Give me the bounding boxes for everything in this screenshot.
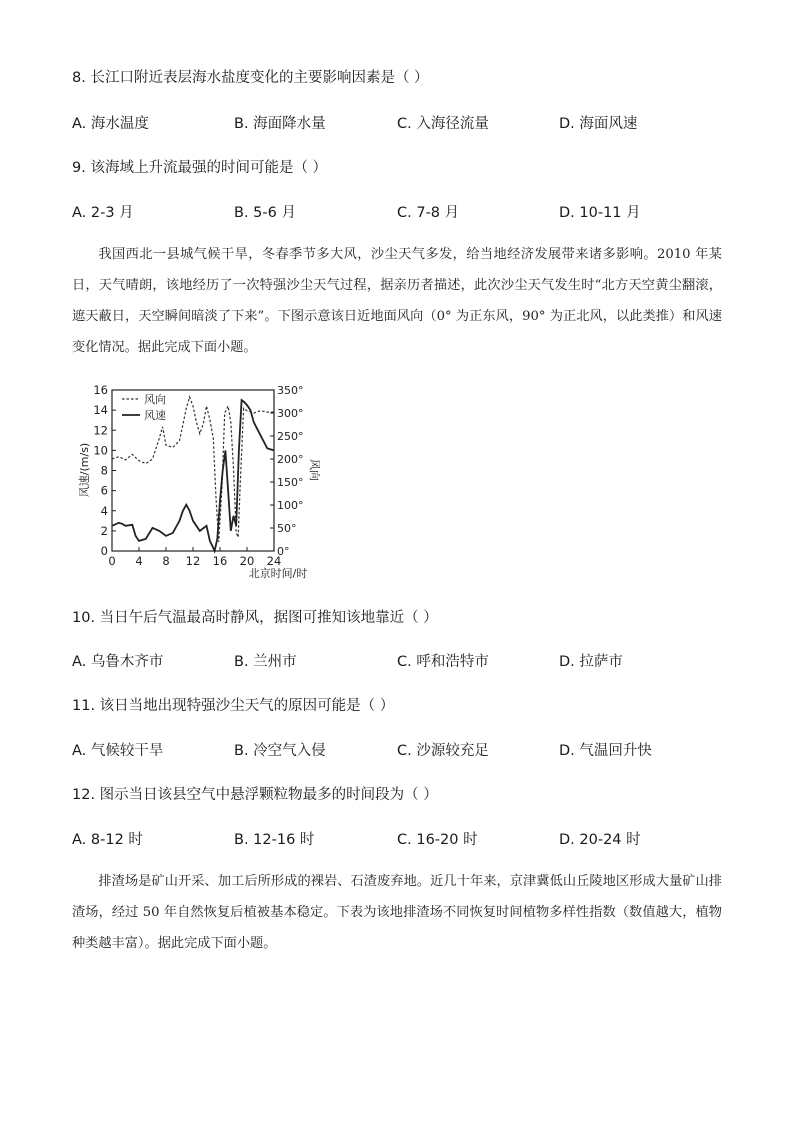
question-9-option-d: D. 10-11 月 [559,205,641,221]
y-right-tick-label: 150° [277,476,304,489]
passage-slag-field [72,866,722,959]
y-left-tick-label: 0 [100,544,108,558]
question-12-option-d: D. 20-24 时 [559,832,641,848]
y-right-tick-label: 100° [277,499,304,512]
question-12-stem: 12. 图示当日该县空气中悬浮颗粒物最多的时间段为（ ） [72,787,438,803]
x-axis-label: 北京时间/时 [248,567,308,580]
question-11-option-c: C. 沙源较充足 [397,743,489,759]
question-11-option-a: A. 气候较干旱 [72,743,164,759]
question-9-option-b: B. 5-6 月 [234,205,296,221]
x-tick-label: 0 [108,554,116,568]
question-10-stem: 10. 当日午后气温最高时静风，据图可推知该地靠近（ ） [72,610,438,626]
passage-sandstorm [72,239,722,363]
y-left-tick-label: 16 [93,383,108,397]
x-tick-label: 16 [212,554,228,568]
legend-label-speed: 风速 [144,409,166,422]
question-11-option-d: D. 气温回升快 [559,743,652,759]
x-tick-label: 12 [185,554,201,568]
passage-slag-field-text: 排渣场是矿山开采、加工后所形成的裸岩、石渣废弃地。近几十年来，京津冀低山丘陵地区形成大量矿山排渣场，经过 50 年自然恢复后植被基本稳定。下表为该地排渣场不同恢复时间植物多样性指数（数值越大，植物种类越丰富）。据此完成下面小题。 [72,874,722,951]
wind-chart [78,380,321,585]
legend-label-direction: 风向 [144,393,166,406]
question-8-stem: 8. 长江口附近表层海水盐度变化的主要影响因素是（ ） [72,70,429,86]
y-right-tick-label: 0° [277,545,290,558]
x-tick-label: 8 [162,554,170,568]
y-left-ticks [93,383,116,558]
y-left-tick-label: 6 [100,483,108,498]
y-right-tick-label: 200° [277,453,304,466]
y-right-tick-label: 50° [277,522,297,535]
y-left-tick-label: 8 [100,463,108,478]
legend [122,392,166,422]
y-left-tick-label: 4 [100,503,108,518]
question-11-option-b: B. 冷空气入侵 [234,743,326,759]
question-12-option-b: B. 12-16 时 [234,832,315,848]
y-left-tick-label: 10 [93,443,108,458]
y-left-tick-label: 14 [93,403,108,418]
question-8-option-c: C. 入海径流量 [397,116,489,132]
question-10-option-c: C. 呼和浩特市 [397,654,489,670]
y-left-tick-label: 2 [100,523,108,538]
question-12-option-a: A. 8-12 时 [72,832,143,848]
y-right-axis-label: 风向 [308,459,321,481]
series-wind-speed-line [112,400,274,551]
question-8-option-d: D. 海面风速 [559,116,638,132]
x-ticks [108,547,281,568]
y-left-axis-label: 风速/(m/s) [78,442,91,498]
question-9-stem: 9. 该海域上升流最强的时间可能是（ ） [72,160,328,176]
wind-chart-svg [78,380,321,585]
question-9-option-a: A. 2-3 月 [72,205,134,221]
x-tick-label: 4 [135,554,143,568]
question-10-option-b: B. 兰州市 [234,654,297,670]
y-right-tick-label: 300° [277,407,304,420]
question-10-option-a: A. 乌鲁木齐市 [72,654,164,670]
y-right-tick-label: 250° [277,430,304,443]
x-tick-label: 20 [239,554,255,568]
question-11-stem: 11. 该日当地出现特强沙尘天气的原因可能是（ ） [72,698,395,714]
question-8-option-a: A. 海水温度 [72,116,149,132]
x-tick-label: 24 [266,554,282,568]
question-12-option-c: C. 16-20 时 [397,832,478,848]
question-8-option-b: B. 海面降水量 [234,116,326,132]
y-right-ticks [270,384,304,558]
question-9-option-c: C. 7-8 月 [397,205,460,221]
question-10-option-d: D. 拉萨市 [559,654,623,670]
y-right-tick-label: 350° [277,384,304,397]
y-left-tick-label: 12 [93,423,108,438]
passage-sandstorm-text: 我国西北一县城气候干旱，冬春季节多大风，沙尘天气多发，给当地经济发展带来诸多影响。2010 年某日，天气晴朗，该地经历了一次特强沙尘天气过程，据亲历者描述，此次沙尘天气发生时“北方天空黄尘翻滚，遮天蔽日，天空瞬间暗淡了下来”。下图示意该日近地面风向（0° 为正东风，90° 为正北风，以此类推）和风速变化情况。据此完成下面小题。 [72,247,722,355]
